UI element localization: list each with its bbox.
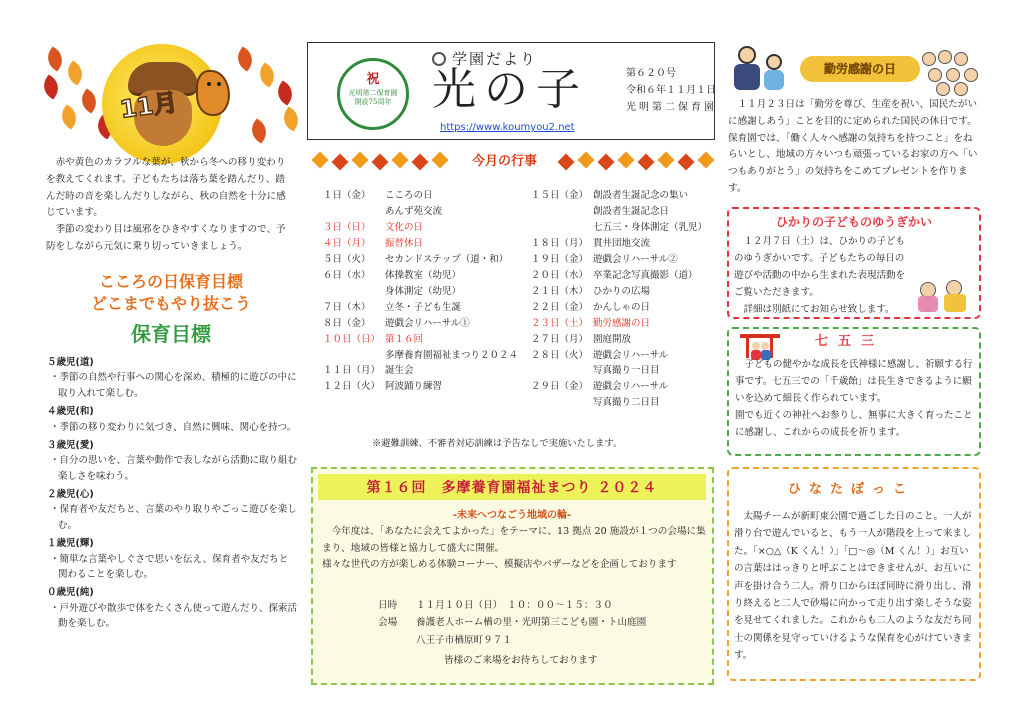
event-text: 阿波踊り練習 [385,381,443,393]
labor-day-title: 勤労感謝の日 [823,62,896,76]
event-row [323,188,523,204]
event-text: 遊戯会リハーサル [593,349,669,361]
event-row [531,332,716,348]
event-row [323,284,523,300]
hinata-paragraph: 太陽チームが新町東公園で過ごした日のこと。一人が滑り台で遊んでいると、もう一人が階段を上って来ました。「×○△（K くん！）」「□～◎（M くん！）」お互いの言葉ははっきりと呼ぶことはできませんが、お互いに声を掛け合う二人。滑り口からほぼ同時に滑り出し、滑り終えると二人で砂場に向かって走り出す楽しそうな姿を見せてくれました。これからも二人のような友だち同士の関係を見守っていけるような保育を心がけていきます。 [734,511,972,661]
event-row [323,300,523,316]
event-row [323,379,523,395]
event-text: 貫井団地交流 [593,237,651,249]
intro-paragraph: 赤や黄色のカラフルな葉が、秋から冬への移り変わりを教えてくれます。子どもたちは落ち葉を踏んだり、踏んだ時の音を楽しんだりしながら、秋の自然を十分に感じています。 [46,157,286,219]
festival-venue: 養護老人ホーム楢の里・光明第三こども園・ト山庭園 [416,617,647,629]
events-title: 今月の行事 [472,154,538,169]
goal-heading-2: どこまでもやり抜こう [90,294,251,313]
event-date: ２２日（金） [531,301,589,313]
event-date: １１日（月） [323,365,381,377]
workers-illustration [734,44,794,92]
age-goal-text: ・保育者や友だちと、言葉のやり取りやごっこ遊びを楽しむ。 [50,504,297,531]
hinata-title: ひなたぼっこ [788,482,915,497]
event-text: こころの日 [385,190,433,201]
age-goal-group [47,487,297,533]
event-text: ひかりの広場 [593,285,651,297]
event-date: ５日（火） [323,253,371,265]
performing-children-illustration [918,276,974,312]
festival-date: １１月１０日（日） １０：００～１５：３０ [416,600,613,611]
event-text: あんず苑交流 [385,205,443,217]
event-text: 遊戯会リハーサル [593,381,669,393]
intro-text [46,155,292,256]
event-row [323,252,523,268]
age-label: ５歳児(道) [47,357,94,368]
event-row [323,363,523,379]
age-label: ４歳児(和) [47,406,94,418]
labor-day-paragraph: １１月２３日は「勤労を尊び、生産を祝い、国民たがいに感謝しあう」ことを目的に定められた国民の休日です。保育園では、「働く人々へ感謝の気持ちを持つこと」をねらいとし、地域の方々いつも頑張っているお家の方へ「いつもありがとう」の気持ちをこめてプレゼントを作ります。 [728,99,978,194]
hinata-body [734,508,978,664]
event-date: ８日（金） [323,317,371,329]
event-row [531,379,716,395]
age-label: ２歳児(心) [47,489,94,500]
labor-day-body [728,97,982,198]
event-text: 七五三・身体測定（乳児） [593,221,708,233]
event-date: １５日（金） [531,190,589,201]
event-row [323,268,523,284]
event-date: １日（金） [323,190,371,201]
festival-venue-label: 会場 [378,617,398,629]
events-list-right [531,188,716,411]
badge-anniversary: 開設75周年 [354,97,392,106]
event-row [323,348,523,364]
squirrel-icon [196,70,230,116]
event-text: 写真撮り二日目 [593,397,660,409]
event-text: 創設者生誕記念の集い [593,190,689,201]
recital-paragraph: 詳細は別紙にてお知らせ致します。 [743,303,895,315]
event-row [531,236,716,252]
age-label: ３歳児(愛) [47,439,94,451]
shichigosan-paragraph: 子どもの健やかな成長を氏神様に感謝し、祈願する行事です。七五三での「千歳飴」は長生きできるように願いを込めて細長く作られています。 [735,359,973,404]
event-text: 体操教室（幼児） [385,269,462,281]
event-row [323,316,523,332]
age-goal-group [47,585,297,631]
event-text: 身体測定（幼児） [385,285,462,297]
events-note: ※避難訓練、不審者対応訓練は予告なしで実施いたします。 [372,438,623,449]
event-text: 勤労感謝の日 [593,317,651,329]
event-row [531,300,716,316]
age-goal-group [47,404,297,435]
age-goals [47,355,297,634]
event-text: 園庭開放 [593,333,632,345]
issue-date: 令和６年１１月１日 [626,85,716,96]
event-text: 第１６回 [385,333,424,345]
event-date: ２０日（水） [531,269,589,281]
festival-subtitle: -未来へつなごう地域の輪- [452,510,572,521]
events-list-left [323,188,523,395]
event-row [323,332,523,348]
festival-paragraph: 今年度は、「あなたに会えてよかった」をテーマに、13 拠点 20 施設が１つの会場に集まり、地域の皆様と協力して盛大に開催。 [322,526,706,554]
event-text: セカンドステップ（道・和） [385,253,509,265]
festival-title: 第１６回 多摩養育園福祉まつり ２０２４ [366,480,658,496]
event-row [531,204,716,220]
age-goal-group [47,438,297,484]
event-date: ４日（月） [323,237,371,249]
festival-paragraph: 様々な世代の方が楽しめる体験コーナー、模擬店やバザーなどを企画しております [322,559,677,570]
event-row [531,188,716,204]
event-text: 創設者生誕記念日 [593,205,670,217]
intro-paragraph: 季節の変わり目は風邪をひきやすくなりますので、予防をしながら元気に乗り切っていきましょう。 [46,224,286,252]
age-label: ０歳児(純) [47,587,94,599]
newsletter-subtitle: 学園だより [452,50,538,68]
recital-body [734,234,912,319]
workers-crowd-illustration [922,50,980,96]
age-label: １歳児(輝) [47,538,94,550]
event-date: １８日（月） [531,237,589,249]
goal-heading-3: 保育目標 [131,322,211,346]
event-text: 立冬・子ども生誕 [385,301,462,313]
event-row [531,348,716,364]
age-goal-group [47,355,297,401]
event-date: ６日（水） [323,269,371,281]
shichigosan-body [735,357,977,442]
month-label: 11月 [118,88,180,124]
shichigosan-title: 七五三 [815,334,885,349]
badge-celebrate: 祝 [366,72,380,87]
event-row [531,316,716,332]
event-text: 振替休日 [385,237,424,249]
event-row [531,284,716,300]
event-row [531,252,716,268]
event-text: 遊戯会リハーサル② [593,253,678,265]
festival-address: 八王子市楢原町９７１ [416,634,512,646]
event-row [323,220,523,236]
age-goal-text: ・自分の思いを、言葉や動作で表しながら活動に取り組む楽しさを味わう。 [50,455,298,482]
newsletter-title: 光の子 [432,64,588,115]
school-name: 光明第二保育園 [626,102,717,113]
event-text: 多摩養育園福祉まつり２０２４ [385,349,519,361]
event-text: 卒業記念写真撮影（道） [593,269,698,281]
event-text: かんしゃの日 [593,301,651,313]
event-text: 誕生会 [385,365,414,377]
event-date: ２１日（木） [531,285,589,297]
event-date: ７日（木） [323,301,371,313]
festival-closing: 皆様のご来場をお待ちしております [444,655,598,666]
event-row [323,236,523,252]
festival-date-label: 日時 [378,600,398,611]
event-text: 写真撮り一日目 [593,365,660,377]
event-date: ２３日（土） [531,317,589,329]
event-date: １２日（火） [323,381,381,393]
age-goal-text: ・簡単な言葉やしぐさで思いを伝え、保育者や友だちと関わることを楽しむ。 [50,553,289,580]
event-row [531,395,716,411]
event-date: ３日（日） [323,221,371,233]
shichigosan-paragraph: 園でも近くの神社へお参りし、無事に大きく育ったことに感謝し、これからの成長を祈ります。 [735,409,973,438]
age-goal-text: ・季節の移り変わりに気づき、自然に興味、関心を持つ。 [50,421,297,433]
badge-school: 光明第二保育園 [348,88,398,97]
goal-heading-1: こころの日保育目標 [98,272,243,291]
event-row [531,268,716,284]
event-date: ２７日（月） [531,333,589,345]
festival-info [378,597,646,649]
event-text: 遊戯会リハーサル① [385,317,470,329]
age-goal-group [47,536,297,582]
website-link[interactable]: https://www.koumyou2.net [440,122,575,133]
event-text: 文化の日 [385,221,424,233]
event-row [323,204,523,220]
event-date: ２８日（火） [531,349,589,361]
age-goal-text: ・季節の自然や行事への関心を深め、積極的に遊びの中に取り入れて楽しむ。 [50,372,297,399]
event-date: ２９日（金） [531,381,589,393]
anniversary-badge [337,58,409,130]
recital-paragraph: １２月７日（土）は、ひかりの子どものゆうぎかいです。子どもたちの毎日の遊びや活動の中から生まれた表現活動をご覧いただきます。 [734,236,906,298]
event-date: １９日（金） [531,253,589,265]
issue-number: 第６２０号 [626,68,676,79]
recital-title: ひかりの子どものゆうぎかい [775,215,932,229]
event-date: １０日（日） [323,333,381,345]
event-row [531,363,716,379]
event-row [531,220,716,236]
age-goal-text: ・戸外遊びや散歩で体をたくさん使って遊んだり、探索活動を楽しむ。 [50,602,298,629]
festival-body [322,524,707,574]
